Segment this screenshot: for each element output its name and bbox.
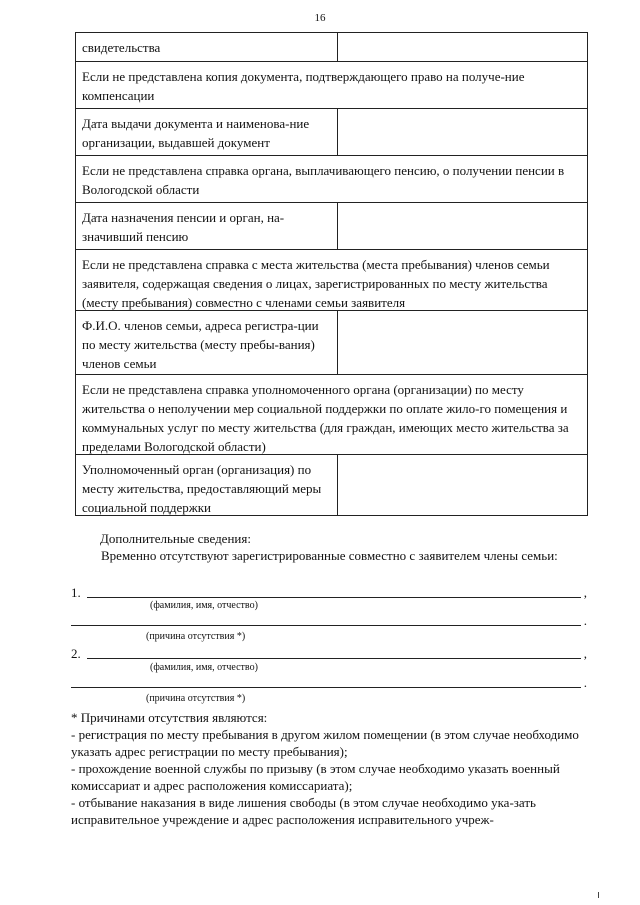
line-period: . — [583, 675, 587, 690]
fill-line — [87, 658, 581, 659]
absence-reasons — [71, 709, 596, 828]
row-document-issue — [75, 108, 588, 156]
row-authority — [75, 454, 588, 516]
answer-cell[interactable] — [338, 33, 587, 61]
entry-1-name-line[interactable] — [71, 585, 589, 601]
caption-reason: (причина отсутствия *) — [146, 631, 246, 642]
form-table — [75, 33, 588, 516]
fill-line — [87, 597, 581, 598]
notes-heading: * Причинами отсутствия являются: — [71, 710, 268, 725]
page-number: 16 — [314, 12, 326, 24]
row-heading: Если не представлена справка с места жительства (места пребывания) членов семьи заявителя, содержащая сведения о лицах, зарегистрированных по месту жительства (месту пребывания) совместно с членами семьи заявителя — [75, 249, 588, 311]
row-label: Дата выдачи документа и наименова-ние организации, выдавшей документ — [76, 109, 338, 155]
fill-line — [71, 687, 581, 688]
entry-number: 1. — [71, 585, 81, 600]
row-heading: Если не представлена справка уполномоченного органа (организации) по месту жительства о неполучении мер социальной поддержки по оплате жило-го помещения и коммунальных услуг по месту жительства (для граждан, имеющих место жительства за пределами Вологодской области) — [75, 374, 588, 455]
row-label: Ф.И.О. членов семьи, адреса регистра-ции по месту жительства (месту пребы-вания) членов семьи — [76, 311, 338, 374]
additional-title: Дополнительные сведения: — [100, 531, 251, 546]
caption-name: (фамилия, имя, отчество) — [150, 662, 258, 673]
entry-2-name-line[interactable] — [71, 646, 589, 662]
caption-name: (фамилия, имя, отчество) — [150, 600, 258, 611]
row-label: Уполномоченный орган (организация) по месту жительства, предоставляющий меры социальной поддержки — [76, 455, 338, 515]
answer-cell[interactable] — [338, 311, 587, 374]
fill-line — [71, 625, 581, 626]
line-comma: , — [583, 646, 587, 661]
entry-number: 2. — [71, 646, 81, 661]
note-item: - отбывание наказания в виде лишения свободы (в этом случае необходимо ука-зать исправительное учреждение и адрес расположения исправительного учреж- — [71, 795, 536, 827]
row-heading: Если не представлена справка органа, выплачивающего пенсию, о получении пенсии в Вологодской области — [75, 155, 588, 203]
note-item: - регистрация по месту пребывания в другом жилом помещении (в этом случае необходимо указать адрес регистрации по месту пребывания); — [71, 727, 579, 759]
row-certificate — [75, 32, 588, 62]
entry-1-reason-line[interactable] — [71, 613, 589, 629]
absent-intro: Временно отсутствуют зарегистрированные совместно с заявителем члены семьи: — [101, 548, 558, 563]
row-family-members — [75, 310, 588, 375]
row-pension-date — [75, 202, 588, 250]
answer-cell[interactable] — [338, 109, 587, 155]
entry-2-reason-line[interactable] — [71, 675, 589, 691]
scan-mark — [598, 892, 599, 898]
row-heading: Если не представлена копия документа, подтверждающего право на получе-ние компенсации — [75, 61, 588, 109]
caption-reason: (причина отсутствия *) — [146, 693, 246, 704]
answer-cell[interactable] — [338, 203, 587, 249]
answer-cell[interactable] — [338, 455, 587, 515]
line-period: . — [583, 613, 587, 628]
line-comma: , — [583, 585, 587, 600]
note-item: - прохождение военной службы по призыву (в этом случае необходимо указать военный комиссариат и адрес расположения комиссариата); — [71, 761, 560, 793]
row-label: свидетельства — [76, 33, 338, 61]
row-label: Дата назначения пенсии и орган, на-значивший пенсию — [76, 203, 338, 249]
